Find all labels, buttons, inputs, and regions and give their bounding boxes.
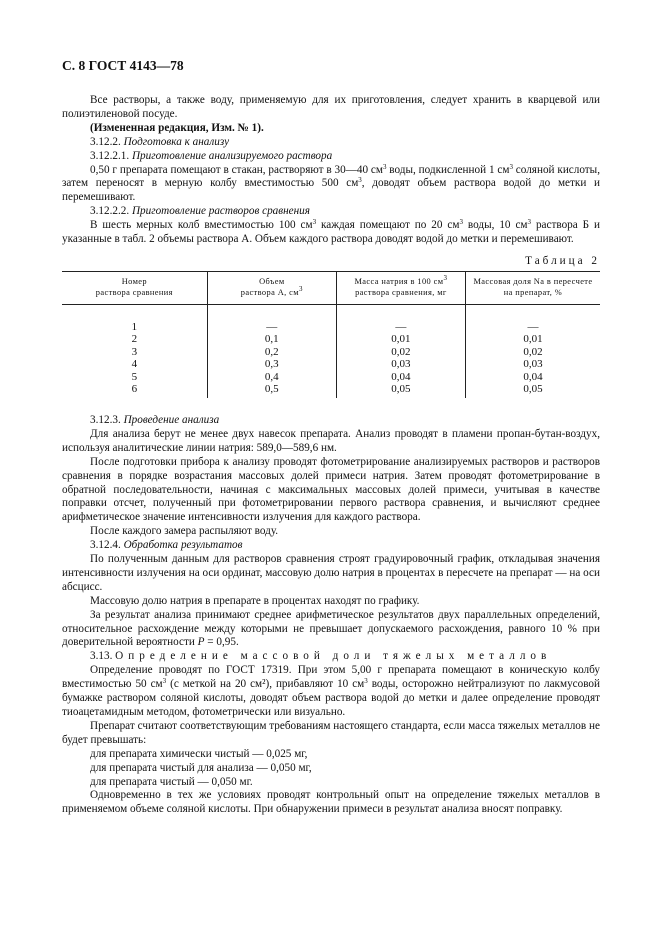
section-3-12-2-1-body: 0,50 г препарата помещают в стакан, растворяют в 30—40 $см^3$ воды, подкисленной 1 $см^3$ соляной кислоты, затем переносят в мерную колбу вместимостью 500 $см^3$, доводят объем раствора водой до метки и перемешивают. — [62, 162, 600, 204]
list-item: для препарата химически чистый — 0,025 мг, — [90, 747, 308, 760]
table-row: 3 0,2 0,02 0,02 — [62, 346, 600, 359]
section-3-12-2-2-body: В шесть мерных колб вместимостью 100 $см^3$ каждая помещают по 20 $см^3$ воды, 10 $см^3$ раствора Б и указанные в табл. 2 объемы раствора А. Объем каждого раствора доводят водой до метки и перемешивают. — [62, 218, 601, 246]
list-item: для препарата чистый — 0,050 мг. — [90, 775, 253, 788]
section-3-13-heading: 3.13. Определение массовой доли тяжелых металлов — [90, 650, 552, 663]
section-3-12-4-heading: 3.12.4. Обработка результатов — [90, 539, 243, 552]
list-item: для препарата чистый для анализа — 0,050 мг, — [90, 761, 312, 774]
table-row: 5 0,4 0,04 0,04 — [62, 371, 600, 384]
section-3-12-4-paragraph-3: За результат анализа принимают среднее арифметическое результатов двух параллельных определений, относительное расхождение между которыми не превышает допускаемого расхождения, равного 10 % при доверительной вероятности Р = 0,95. — [62, 608, 600, 649]
table-header-row — [62, 271, 600, 304]
page-header: С. 8 ГОСТ 4143—78 — [62, 58, 184, 73]
intro-paragraph: Все растворы, а также воду, применяемую для их приготовления, следует хранить в кварцевой или полиэтиленовой посуде. — [62, 94, 600, 120]
table-row: 4 0,3 0,03 0,03 — [62, 358, 600, 371]
section-3-12-2-heading: 3.12.2. Подготовка к анализу — [90, 135, 230, 148]
section-3-12-4-paragraph-1: По полученным данным для растворов сравнения строят градуировочный график, откладывая значения интенсивности излучения на оси ординат, массовую долю натрия в процентах в пересчете на препарат — на оси абсцисс. — [62, 553, 600, 593]
heavy-metals-limits-list — [62, 748, 600, 790]
section-3-12-2-2-heading: 3.12.2.2. Приготовление растворов сравнения — [90, 205, 310, 218]
col-header-solution-number: Номер раствора сравнения — [62, 271, 207, 304]
section-3-13-paragraph-3: Одновременно в тех же условиях проводят контрольный опыт на определение тяжелых металлов в применяемом объеме соляной кислоты. При обнаружении примеси в результат анализа вносят поправку. — [62, 789, 600, 816]
col-header-na-mass-fraction: Массовая доля Na в пересчете на препарат, % — [465, 271, 600, 304]
section-3-13-paragraph-2: Препарат считают соответствующим требованиям настоящего стандарта, если масса тяжелых металлов не будет превышать: — [62, 719, 600, 746]
section-3-12-3-paragraph-2: После подготовки прибора к анализу проводят фотометрирование анализируемых растворов и растворов сравнения в порядке возрастания массовых долей примеси натрия. Затем проводят фотометрирование в обратной последовательности, начиная с максимальных массовых долей примеси, учитывая в качестве поправки отсчет, полученный при фотометрировании первого раствора сравнения, и вычисляют среднее арифметическое значение интенсивности излучения для каждого раствора. — [62, 455, 600, 524]
section-3-12-3-paragraph-1: Для анализа берут не менее двух навесок препарата. Анализ проводят в пламени пропан-бутан-воздух, используя аналитические линии натрия: 589,0—589,6 нм. — [62, 427, 600, 454]
section-3-13-paragraph-1: Определение проводят по ГОСТ 17319. При этом 5,00 г препарата помещают в коническую колбу вместимостью 50 $см^3$ (с меткой на 20 см²), прибавляют 10 $см^3$ воды, осторожно нейтрализуют по лакмусовой бумажке раствором соляной кислоты, доводят объем раствора водой до метки и далее определение проводят тиоацетамидным методом, фотометрически или визуально. — [62, 664, 601, 718]
document-page — [62, 58, 600, 817]
table-row: 2 0,1 0,01 0,01 — [62, 333, 600, 346]
section-3-12-3-paragraph-3: После каждого замера распыляют воду. — [90, 525, 279, 538]
table-row: 6 0,5 0,05 0,05 — [62, 383, 600, 398]
col-header-sodium-mass: Масса натрия в 100 $см^3$ раствора сравнения, мг — [336, 271, 465, 304]
table-caption: Таблица 2 — [525, 254, 600, 267]
amendment-note: (Измененная редакция, Изм. № 1). — [90, 121, 264, 134]
reference-solutions-table — [62, 271, 600, 398]
section-3-12-3-heading: 3.12.3. Проведение анализа — [90, 413, 220, 426]
section-3-12-4-paragraph-2: Массовую долю натрия в препарате в процентах находят по графику. — [90, 594, 420, 607]
section-3-12-2-1-heading: 3.12.2.1. Приготовление анализируемого раствора — [90, 149, 333, 162]
table-row: 1 — — — — [62, 304, 600, 333]
col-header-volume-a: Объем раствора А, $см^3$ — [207, 271, 336, 304]
